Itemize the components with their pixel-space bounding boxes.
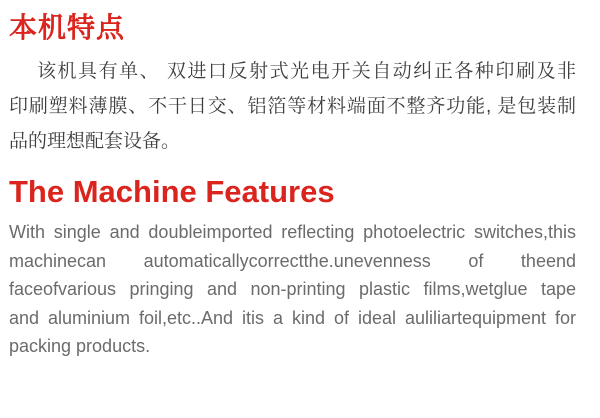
english-paragraph-line: packing products. — [9, 336, 151, 357]
chinese-section-title: 本机特点 — [9, 12, 126, 43]
english-paragraph-line: faceofvarious pringing and non-printing plastic films,wetglue tape — [9, 279, 576, 300]
english-paragraph-line: and aluminium foil,etc..And itis a kind of ideal auliliartequipment for — [9, 307, 576, 328]
english-paragraph — [9, 218, 576, 361]
chinese-paragraph-line: 该机具有单、 双进口反射式光电开关自动纠正各种印刷及非 — [37, 61, 576, 83]
chinese-paragraph-line: 印刷塑料薄膜、不干日交、铝箔等材料端面不整齐功能, 是包装制 — [9, 96, 576, 118]
english-paragraph-line: machinecan automaticallycorrectthe.unevenness of theend — [9, 250, 576, 271]
english-section-title: The Machine Features — [9, 174, 335, 210]
chinese-paragraph-line: 品的理想配套设备。 — [9, 131, 181, 153]
chinese-paragraph — [9, 54, 576, 159]
english-paragraph-line: With single and doubleimported reflecting photoelectric switches,this — [9, 222, 576, 243]
